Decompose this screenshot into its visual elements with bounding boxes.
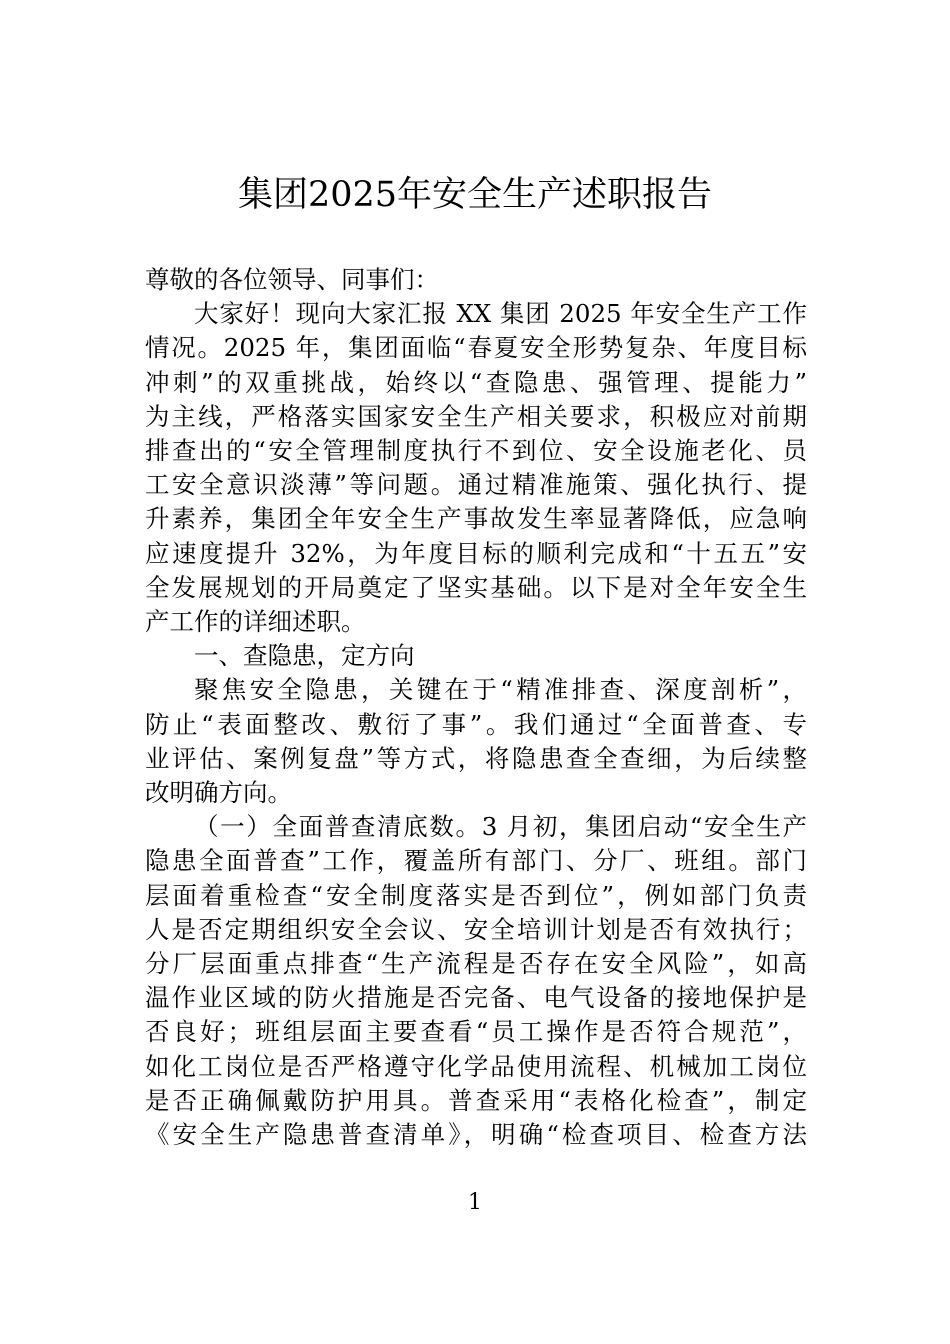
- text-line: 排查出的“安全管理制度执行不到位、安全设施老化、员: [145, 436, 807, 466]
- text-line: 全发展规划的开局奠定了坚实基础。以下是对全年安全生: [145, 572, 807, 602]
- text-line: 为主线，严格落实国家安全生产相关要求，积极应对前期: [145, 401, 807, 431]
- text-line: 一、查隐患，定方向: [194, 641, 415, 671]
- text-line: 隐患全面普查”工作，覆盖所有部门、分厂、班组。部门: [145, 846, 807, 876]
- page-number: 1: [468, 1190, 482, 1215]
- document-title: 集团2025年安全生产述职报告: [237, 175, 713, 215]
- text-line: 应速度提升 32%，为年度目标的顺利完成和“十五五”安: [145, 538, 807, 568]
- text-line: 否良好；班组层面主要查看“员工操作是否符合规范”，: [145, 1017, 807, 1047]
- text-line: 情况。2025 年，集团面临“春夏安全形势复杂、年度目标: [145, 333, 807, 363]
- text-line: （一）全面普查清底数。3 月初，集团启动“安全生产: [194, 812, 807, 842]
- text-line: 如化工岗位是否严格遵守化学品使用流程、机械加工岗位: [145, 1051, 807, 1081]
- text-line: 温作业区域的防火措施是否完备、电气设备的接地保护是: [145, 983, 807, 1013]
- text-line: 《安全生产隐患普查清单》，明确“检查项目、检查方法: [145, 1120, 807, 1150]
- document-body: [145, 263, 807, 1152]
- text-line: 升素养，集团全年安全生产事故发生率显著降低，应急响: [145, 504, 807, 534]
- paragraph-focus: [145, 673, 807, 810]
- paragraph-survey: [145, 810, 807, 1152]
- text-line: 防止“表面整改、敷衍了事”。我们通过“全面普查、专: [145, 709, 807, 739]
- text-line: 分厂层面重点排查“生产流程是否存在安全风险”，如高: [145, 949, 807, 979]
- text-line: 人是否定期组织安全会议、安全培训计划是否有效执行；: [145, 914, 807, 944]
- section-heading: [145, 639, 807, 673]
- text-line: 尊敬的各位领导、同事们：: [145, 265, 439, 294]
- text-line: 大家好！现向大家汇报 XX 集团 2025 年安全生产工作: [194, 299, 807, 329]
- text-line: 工安全意识淡薄”等问题。通过精准施策、强化执行、提: [145, 470, 807, 500]
- text-line: 是否正确佩戴防护用具。普查采用“表格化检查”，制定: [145, 1085, 807, 1115]
- text-line: 层面着重检查“安全制度落实是否到位”，例如部门负责: [145, 880, 807, 910]
- text-line: 产工作的详细述职。: [145, 607, 366, 637]
- text-line: 聚焦安全隐患，关键在于“精准排查、深度剖析”，: [194, 675, 807, 705]
- salutation: [145, 263, 807, 297]
- text-line: 冲刺”的双重挑战，始终以“查隐患、强管理、提能力”: [145, 367, 807, 397]
- paragraph-intro: [145, 297, 807, 639]
- text-line: 改明确方向。: [145, 778, 292, 808]
- text-line: 业评估、案例复盘”等方式，将隐患查全查细，为后续整: [145, 743, 807, 773]
